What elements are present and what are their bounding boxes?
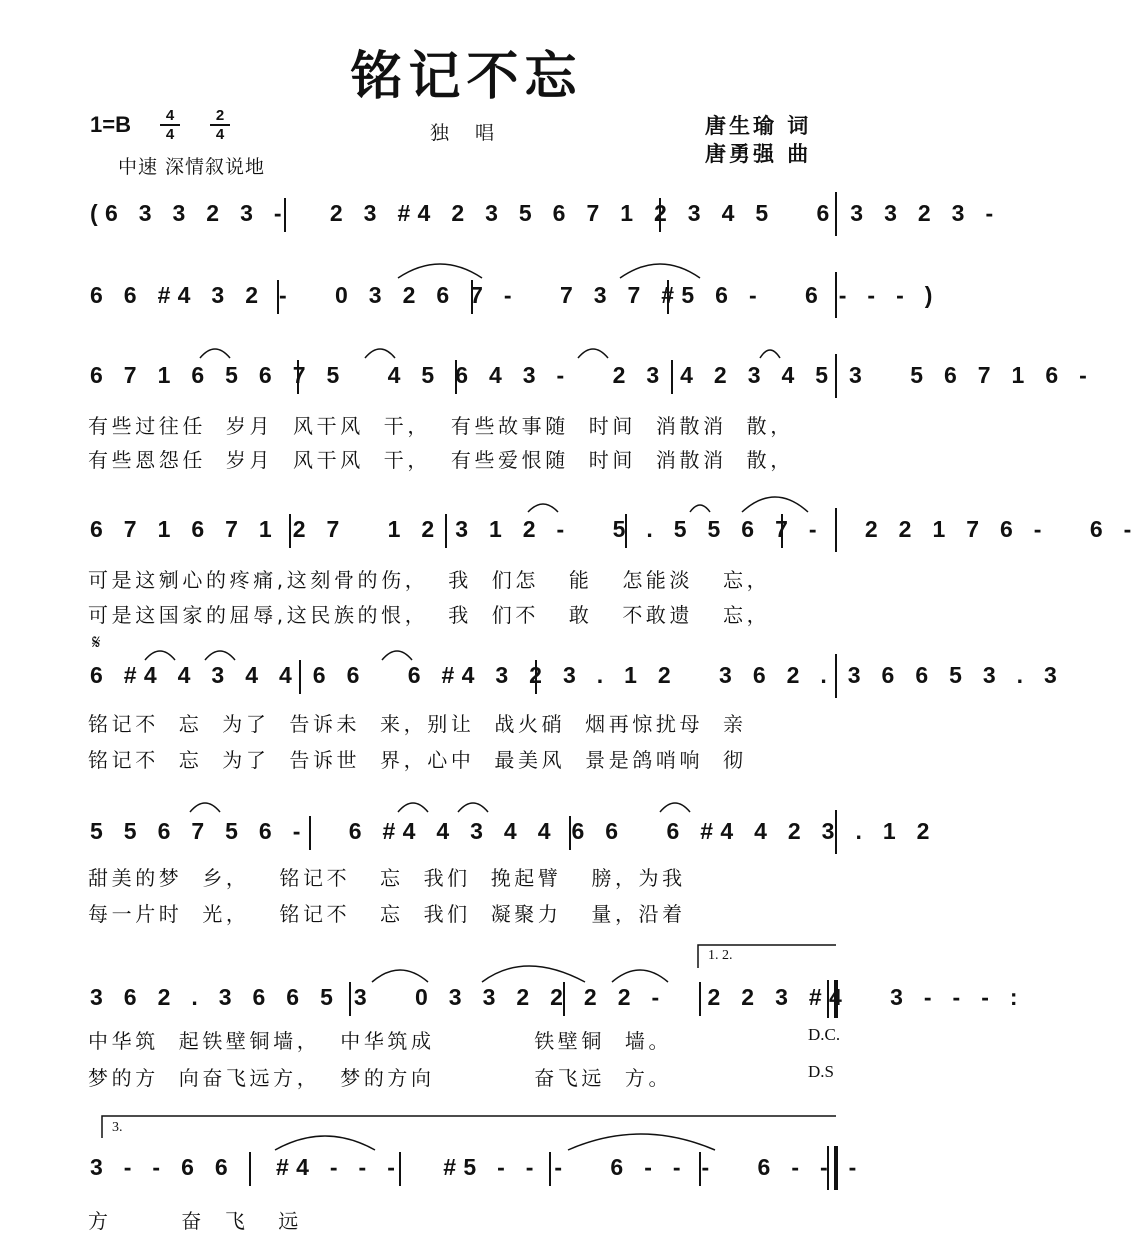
time-signature-2: 2 4 xyxy=(210,108,230,142)
notation-line: 3 - - 6 6 #4 - - - #5 - - - 6 - - - 6 - - - xyxy=(90,1154,864,1180)
dal-segno-mark: D.S xyxy=(808,1062,834,1081)
lyric-verse-2: 梦的方 向奋飞远方， 梦的方向 奋飞远 方。 xyxy=(88,1066,673,1090)
notation-line: 5 5 6 7 5 6 - 6 #4 4 3 4 4 6 6 6 #4 4 2 3 . 1 2 xyxy=(90,818,937,844)
lyric-verse-2: 可是这国家的屈辱,这民族的恨， 我 们不 敢 不敢遗 忘， xyxy=(88,603,771,627)
slurs xyxy=(145,264,808,1150)
volta-3-label: 3. xyxy=(112,1120,123,1135)
notation-line: (6 3 3 2 3 - 2 3 #4 2 3 5 6 7 1 2 3 4 5 6 3 3 2 3 - xyxy=(90,200,1001,226)
lyric-verse-1: 可是这剜心的疼痛,这刻骨的伤， 我 们怎 能 怎能淡 忘， xyxy=(88,568,771,592)
composer-credit: 唐勇强 曲 xyxy=(705,142,812,166)
lyricist-credit: 唐生瑜 词 xyxy=(705,114,812,138)
notation-line: 3 6 2 . 3 6 6 5 3 0 3 3 2 2 2 2 - 2 2 3 #4 3 - - - : xyxy=(90,984,1025,1010)
barlines xyxy=(250,192,836,1190)
da-capo-mark: D.C. xyxy=(808,1025,841,1044)
performance-type: 独 唱 xyxy=(430,122,505,144)
lyric-verse-1: 有些过往任 岁月 风干风 干， 有些故事随 时间 消散消 散， xyxy=(88,414,794,438)
volta-1-2-label: 1. 2. xyxy=(708,948,733,963)
lyric-verse-2: 有些恩怨任 岁月 风干风 干， 有些爱恨随 时间 消散消 散， xyxy=(88,448,794,472)
volta-brackets xyxy=(102,945,836,1138)
time-signature-1: 4 4 xyxy=(160,108,180,142)
lyric-verse-1: 甜美的梦 乡， 铭记不 忘 我们 挽起臂 膀，为我 xyxy=(88,866,686,890)
lyric-verse-1: 铭记不 忘 为了 告诉未 来，别让 战火硝 烟再惊扰母 亲 xyxy=(88,712,747,736)
lyric-partial: 方 奋 飞 远 xyxy=(88,1209,302,1233)
notation-line: 6 7 1 6 7 1 2 7 1 2 3 1 2 - 5 . 5 5 6 7 - 2 2 1 7 6 - 6 - xyxy=(90,516,1139,542)
lyric-verse-2: 铭记不 忘 为了 告诉世 界，心中 最美风 景是鸽哨响 彻 xyxy=(88,748,747,772)
lyric-verse-1: 中华筑 起铁壁铜墙， 中华筑成 铁壁铜 墙。 xyxy=(88,1029,673,1053)
segno-sign: 𝄋 xyxy=(92,630,101,654)
song-title: 铭记不忘 xyxy=(350,46,583,107)
key-signature: 1=B xyxy=(90,112,131,137)
tempo-marking: 中速 深情叙说地 xyxy=(118,156,266,178)
lyric-verse-2: 每一片时 光， 铭记不 忘 我们 凝聚力 量，沿着 xyxy=(88,902,686,926)
notation-line: 6 6 #4 3 2 - 0 3 2 6 7 - 7 3 7 #5 6 - 6 - - - ) xyxy=(90,282,940,308)
notation-line: 6 #4 4 3 4 4 6 6 6 #4 3 2 3 . 1 2 3 6 2 . 3 6 6 5 3 . 3 xyxy=(90,662,1065,688)
notation-line: 6 7 1 6 5 6 7 5 4 5 6 4 3 - 2 3 4 2 3 4 5 3 5 6 7 1 6 - xyxy=(90,362,1095,388)
